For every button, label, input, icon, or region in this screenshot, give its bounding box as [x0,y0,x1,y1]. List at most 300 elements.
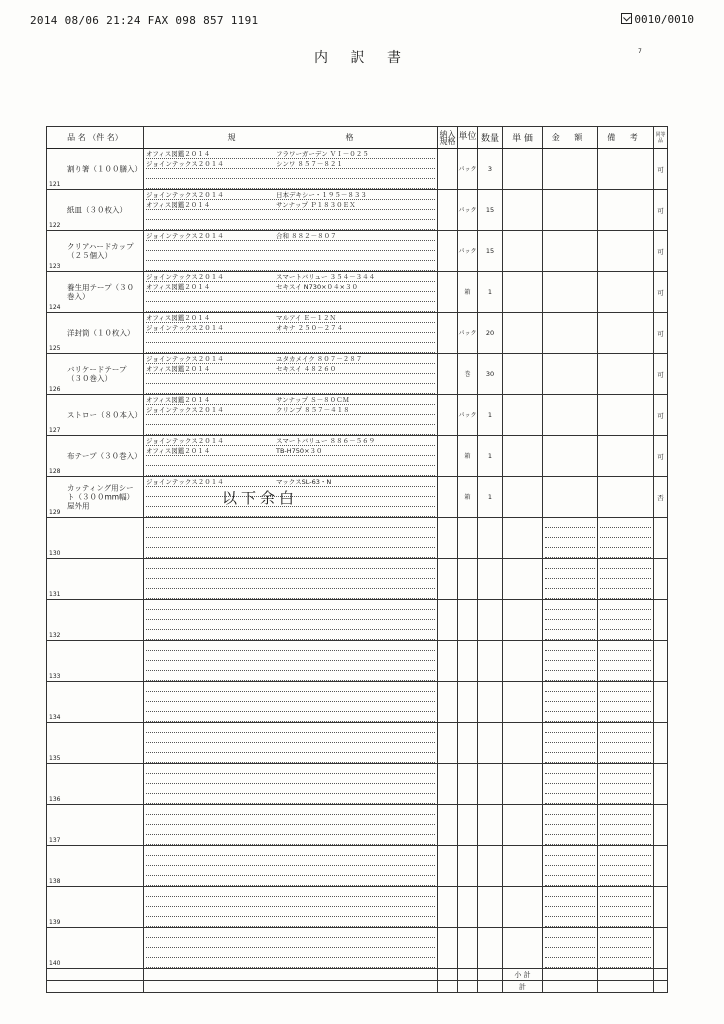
item-name-cell [47,477,144,518]
item-name-cell [47,928,144,969]
table-row [47,559,668,600]
empty-cell [458,969,478,981]
spec-catalog: オフィス図鑑２０１４ [146,150,211,158]
qty-cell [478,559,503,600]
item-name-cell [47,600,144,641]
amount-cell [543,682,598,723]
dotted-line [545,692,595,702]
price-cell [503,559,543,600]
spec-line [146,354,435,364]
spec-catalog: ジョインテックス２０１４ [146,355,224,363]
unit-cell [458,723,478,764]
spec-line [146,220,435,230]
spec-line [146,548,435,558]
dotted-line [600,589,651,599]
amount-cell [543,805,598,846]
equiv-cell: 可 [654,190,668,231]
equiv-cell [654,805,668,846]
amount-cell [543,436,598,477]
table-row [47,190,668,231]
spec-cell [144,682,438,723]
dotted-line [600,610,651,620]
item-name-cell [47,846,144,887]
col-spec-2: 格 [345,133,354,142]
spec-line [146,251,435,261]
price-cell [503,313,543,354]
item-name-cell [47,190,144,231]
row-number: 130 [49,550,61,557]
col-amount: 金 額 [543,127,598,149]
spec-model: 日本デキシー・１９５－８３３ [276,191,367,199]
dotted-line [600,620,651,630]
unit-cell [458,641,478,682]
table-row [47,723,668,764]
price-cell [503,354,543,395]
remark-cell [598,477,654,518]
delivery-cell [438,723,458,764]
empty-cell [47,969,144,981]
spec-model: スマートバリュー ３５４－３４４ [276,273,376,281]
unit-cell [458,846,478,887]
page-number-text: 0010/0010 [634,13,694,26]
remark-cell [598,764,654,805]
amount-cell [543,477,598,518]
spec-line [146,446,435,456]
price-cell [503,190,543,231]
remark-cell [598,723,654,764]
dotted-line [600,733,651,743]
table-row [47,313,668,354]
price-cell [503,436,543,477]
equiv-cell: 可 [654,313,668,354]
col-qty: 数量 [478,127,503,149]
amount-cell [543,600,598,641]
spec-line [146,436,435,446]
spec-line [146,743,435,753]
table-header-row [47,127,668,149]
amount-cell [543,354,598,395]
equiv-cell [654,887,668,928]
empty-cell [478,969,503,981]
unit-cell [458,805,478,846]
remark-cell [598,559,654,600]
row-number: 127 [49,427,61,434]
item-name-cell [47,559,144,600]
col-delivery: 納入規格 [438,127,458,149]
spec-catalog: オフィス図鑑２０１４ [146,447,211,455]
item-name-cell [47,518,144,559]
item-name: ストロー（８０本入） [67,410,142,420]
remark-cell [598,518,654,559]
spec-line [146,907,435,917]
spec-line [146,384,435,394]
equiv-cell [654,559,668,600]
delivery-cell [438,805,458,846]
remark-cell [598,231,654,272]
spec-catalog: ジョインテックス２０１４ [146,478,224,486]
col-unit: 単位 [458,127,478,149]
item-name-cell [47,436,144,477]
empty-cell [47,981,144,993]
delivery-cell [438,395,458,436]
spec-cell [144,149,438,190]
table-row [47,231,668,272]
remark-cell [598,313,654,354]
spec-catalog [146,241,276,250]
unit-cell: パック [458,231,478,272]
spec-line [146,958,435,968]
item-name: 紙皿（３０枚入） [67,205,127,215]
spec-line [146,692,435,702]
spec-line [146,917,435,927]
item-name: 布テープ（３０巻入） [67,451,142,461]
unit-cell [458,559,478,600]
dotted-line [600,661,651,671]
corner-mark: 7 [638,48,642,55]
spec-line [146,190,435,200]
qty-cell: 1 [478,436,503,477]
amount-cell [543,272,598,313]
spec-line [146,712,435,722]
row-number: 137 [49,837,61,844]
total-label: 計 [503,981,543,993]
equiv-cell [654,928,668,969]
dotted-line [545,733,595,743]
spec-line [146,620,435,630]
spec-line [146,292,435,302]
spec-model: マックスSL-63・N [276,478,332,486]
equiv-cell: 可 [654,354,668,395]
equiv-cell [654,682,668,723]
spec-model: 合和 ８８２－８０７ [276,232,337,240]
amount-cell [543,928,598,969]
empty-cell [478,981,503,993]
spec-line [146,630,435,640]
spec-line [146,825,435,835]
spec-line [146,774,435,784]
equiv-cell: 否 [654,477,668,518]
dotted-line [545,917,595,927]
delivery-cell [438,641,458,682]
item-name-cell [47,723,144,764]
dotted-line [600,958,651,968]
spec-line [146,169,435,179]
dotted-line [545,569,595,579]
dotted-line [600,702,651,712]
spec-line [146,682,435,692]
spec-cell [144,805,438,846]
spec-line [146,876,435,886]
dotted-line [545,702,595,712]
table-row [47,928,668,969]
dotted-line [545,897,595,907]
delivery-cell [438,354,458,395]
price-cell [503,846,543,887]
unit-cell [458,682,478,723]
dotted-line [600,835,651,845]
dotted-line [545,958,595,968]
unit-cell: 箱 [458,272,478,313]
row-number: 140 [49,960,61,967]
item-name-cell [47,313,144,354]
totals-row [47,981,668,993]
spec-model: クリンプ ８５７－４１８ [276,406,350,414]
price-cell [503,764,543,805]
dotted-line [600,743,651,753]
spec-line [146,323,435,333]
dotted-line [600,518,651,528]
empty-cell [654,969,668,981]
qty-cell: 15 [478,231,503,272]
qty-cell [478,682,503,723]
equiv-cell: 可 [654,436,668,477]
amount-cell [543,231,598,272]
unit-cell [458,887,478,928]
spec-line [146,928,435,938]
dotted-line [600,907,651,917]
spec-catalog: ジョインテックス２０１４ [146,191,224,199]
remainder-note: 以下余白 [222,489,299,507]
amount-cell [543,764,598,805]
dotted-line [600,815,651,825]
document-title: 内 訳 書 [314,50,410,66]
dotted-line [600,723,651,733]
remark-cell [598,682,654,723]
dotted-line [600,538,651,548]
spec-model: ユタカメイク ８０７－２８７ [276,355,363,363]
delivery-cell [438,313,458,354]
spec-line [146,641,435,651]
spec-catalog: ジョインテックス２０１４ [146,324,224,332]
spec-catalog: オフィス図鑑２０１４ [146,283,211,291]
spec-line [146,282,435,292]
row-number: 134 [49,714,61,721]
spec-line [146,374,435,384]
subtotal-label: 小 計 [503,969,543,981]
spec-catalog: ジョインテックス２０１４ [146,437,224,445]
delivery-cell [438,887,458,928]
dotted-line [600,753,651,763]
delivery-cell [438,436,458,477]
qty-cell: 30 [478,354,503,395]
dotted-line [545,723,595,733]
col-remark: 備 考 [598,127,654,149]
dotted-line [545,928,595,938]
delivery-cell [438,272,458,313]
spec-line [146,856,435,866]
amount-cell [543,641,598,682]
dotted-line [545,784,595,794]
delivery-cell [438,231,458,272]
delivery-cell [438,928,458,969]
spec-catalog: ジョインテックス２０１４ [146,232,224,240]
item-name-cell [47,231,144,272]
amount-cell [543,313,598,354]
spec-cell [144,641,438,682]
spec-line [146,600,435,610]
spec-cell [144,190,438,231]
qty-cell [478,846,503,887]
row-number: 125 [49,345,61,352]
dotted-line [545,876,595,886]
amount-cell [543,723,598,764]
spec-cell [144,354,438,395]
spec-line [146,651,435,661]
spec-line [146,333,435,343]
spec-line [146,395,435,405]
spec-cell [144,559,438,600]
equiv-cell: 可 [654,395,668,436]
equiv-cell [654,641,668,682]
unit-cell [458,764,478,805]
dotted-line [545,620,595,630]
row-number: 132 [49,632,61,639]
qty-cell: 15 [478,190,503,231]
spec-catalog: ジョインテックス２０１４ [146,406,224,414]
subtotal-amount [543,969,598,981]
qty-cell [478,518,503,559]
spec-line [146,272,435,282]
empty-cell [438,981,458,993]
dotted-line [600,651,651,661]
table-row [47,477,668,518]
spec-line [146,661,435,671]
qty-cell [478,764,503,805]
table-row [47,436,668,477]
spec-line [146,938,435,948]
table-row [47,272,668,313]
breakdown-table [46,126,668,993]
remark-cell [598,354,654,395]
dotted-line [545,661,595,671]
spec-cell [144,436,438,477]
row-number: 135 [49,755,61,762]
spec-model: サンナップ Ｓ－８０ＣＭ [276,396,350,404]
dotted-line [600,692,651,702]
spec-model: スマートバリュー ８８６－５６９ [276,437,376,445]
spec-line [146,569,435,579]
col-price: 単 価 [503,127,543,149]
price-cell [503,641,543,682]
item-name-cell [47,887,144,928]
item-name: カッティング用シート（３００mm幅）屋外用 [67,483,135,511]
remark-cell [598,272,654,313]
item-name: バリケードテープ（３０巻入） [67,365,127,383]
price-cell [503,518,543,559]
spec-line [146,466,435,476]
spec-line [146,231,435,241]
spec-line [146,723,435,733]
spec-cell [144,313,438,354]
equiv-cell [654,600,668,641]
spec-line [146,241,435,251]
unit-cell: 箱 [458,477,478,518]
spec-cell [144,723,438,764]
spec-line [146,210,435,220]
spec-line [146,405,435,415]
dotted-line [545,835,595,845]
price-cell [503,149,543,190]
col-name: 品 名 （件 名） [47,127,144,149]
delivery-cell [438,682,458,723]
spec-line [146,343,435,353]
empty-cell [144,969,438,981]
item-name-cell [47,395,144,436]
dotted-line [545,548,595,558]
dotted-line [600,887,651,897]
dotted-line [600,938,651,948]
remark-cell [598,395,654,436]
table-row [47,600,668,641]
spec-line [146,589,435,599]
dotted-line [545,671,595,681]
dotted-line [545,887,595,897]
spec-cell [144,231,438,272]
dotted-line [600,825,651,835]
totals-row [47,969,668,981]
empty-cell [598,969,654,981]
qty-cell [478,805,503,846]
dotted-line [600,948,651,958]
remark-cell [598,600,654,641]
empty-cell [654,981,668,993]
equiv-cell [654,764,668,805]
empty-cell [598,981,654,993]
row-number: 123 [49,263,61,270]
price-cell [503,723,543,764]
dotted-line [545,712,595,722]
qty-cell [478,641,503,682]
item-name-cell [47,149,144,190]
spec-line [146,733,435,743]
spec-line [146,897,435,907]
unit-cell: 巻 [458,354,478,395]
unit-cell: パック [458,190,478,231]
spec-catalog: ジョインテックス２０１４ [146,160,224,168]
delivery-cell [438,518,458,559]
equiv-cell: 可 [654,149,668,190]
spec-line [146,518,435,528]
row-number: 128 [49,468,61,475]
unit-cell [458,928,478,969]
spec-cell [144,887,438,928]
price-cell [503,805,543,846]
table-row [47,149,668,190]
item-name: 洋封筒（１０枚入） [67,328,135,338]
item-name-cell [47,641,144,682]
unit-cell: パック [458,395,478,436]
price-cell [503,272,543,313]
spec-line [146,538,435,548]
amount-cell [543,395,598,436]
dotted-line [545,589,595,599]
dotted-line [545,538,595,548]
remark-cell [598,928,654,969]
spec-cell [144,600,438,641]
spec-line [146,579,435,589]
dotted-line [545,948,595,958]
delivery-cell [438,477,458,518]
qty-cell [478,600,503,641]
delivery-cell [438,846,458,887]
spec-cell [144,764,438,805]
remark-cell [598,805,654,846]
equiv-cell: 可 [654,272,668,313]
dotted-line [545,579,595,589]
dotted-line [600,805,651,815]
total-amount [543,981,598,993]
col-spec-1: 規 [227,133,236,142]
